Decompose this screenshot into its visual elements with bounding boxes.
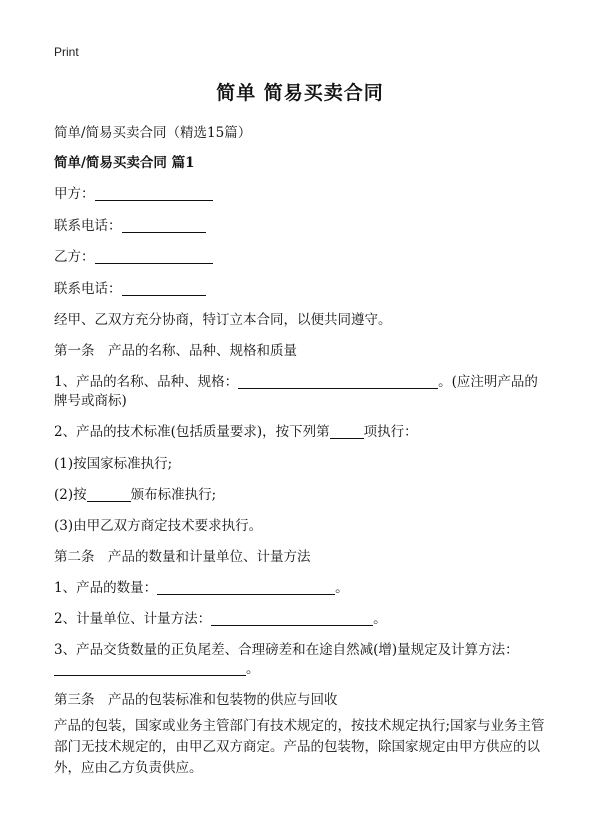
sub2-suffix: 颁布标准执行; xyxy=(130,487,217,503)
article3-heading: 第三条 产品的包装标准和包装物的供应与回收 xyxy=(54,692,338,708)
document-title: 简单 简易买卖合同 xyxy=(216,82,384,104)
packaging-paragraph: 产品的包装，国家或业务主管部门有技术规定的，按技术规定执行;国家与业务主管部门无技术规定的，由甲乙双方商定。产品的包装物，除国家规定由甲方供应的以外，应由乙方负责供应。 xyxy=(54,718,545,776)
document-subtitle: 简单/简易买卖合同（精选15篇） xyxy=(54,125,252,141)
item1-suffix: 。(应注明产品的 xyxy=(438,374,538,390)
tolerance-blank xyxy=(54,661,246,676)
item1-prefix: 1、产品的名称、品种、规格： xyxy=(54,374,239,390)
item2-suffix: 项执行： xyxy=(363,424,418,440)
intro-text: 经甲、乙双方充分协商，特订立本合同，以便共同遵守。 xyxy=(54,312,392,328)
sub2-line xyxy=(54,483,550,503)
article1-heading: 第一条 产品的名称、品种、规格和质量 xyxy=(54,343,297,359)
party-a-blank xyxy=(95,186,213,201)
tolerance-blank-line xyxy=(54,657,550,677)
phone-b-blank xyxy=(122,281,206,296)
article2-heading: 第二条 产品的数量和计量单位、计量方法 xyxy=(54,549,311,565)
unit-suffix: 。 xyxy=(373,611,387,627)
sub1-text: (1)按国家标准执行; xyxy=(54,456,173,472)
quantity-blank xyxy=(157,580,335,595)
item1-continuation: 牌号或商标) xyxy=(54,393,127,409)
party-b-blank xyxy=(95,249,213,264)
unit-prefix: 2、计量单位、计量方法： xyxy=(54,611,212,627)
quantity-line xyxy=(54,576,550,596)
phone-a-blank xyxy=(122,218,206,233)
quantity-suffix: 。 xyxy=(335,580,349,596)
party-b-line xyxy=(54,245,550,265)
sub3-text: (3)由甲乙双方商定技术要求执行。 xyxy=(54,518,263,534)
tolerance-suffix: 。 xyxy=(246,661,260,677)
item2-prefix: 2、产品的技术标准(包括质量要求)，按下列第 xyxy=(54,424,330,440)
sub2-prefix: (2)按 xyxy=(54,487,87,503)
item2-blank xyxy=(330,424,364,439)
phone-b-line xyxy=(54,277,550,297)
phone-a-line xyxy=(54,214,550,234)
sub2-blank xyxy=(87,487,131,502)
quantity-prefix: 1、产品的数量： xyxy=(54,580,158,596)
item1-blank xyxy=(238,374,438,389)
print-label[interactable]: Print xyxy=(54,45,79,59)
item1-line xyxy=(54,370,550,390)
phone-b-label: 联系电话： xyxy=(54,281,122,297)
unit-line xyxy=(54,607,550,627)
tolerance-text: 3、产品交货数量的正负尾差、合理磅差和在途自然减(增)量规定及计算方法： xyxy=(54,642,519,658)
party-a-line xyxy=(54,182,550,202)
party-a-label: 甲方： xyxy=(54,186,95,202)
section-heading: 简单/简易买卖合同 篇1 xyxy=(54,155,195,171)
phone-a-label: 联系电话： xyxy=(54,218,122,234)
party-b-label: 乙方： xyxy=(54,249,95,265)
unit-blank xyxy=(211,611,373,626)
item2-line xyxy=(54,420,550,440)
